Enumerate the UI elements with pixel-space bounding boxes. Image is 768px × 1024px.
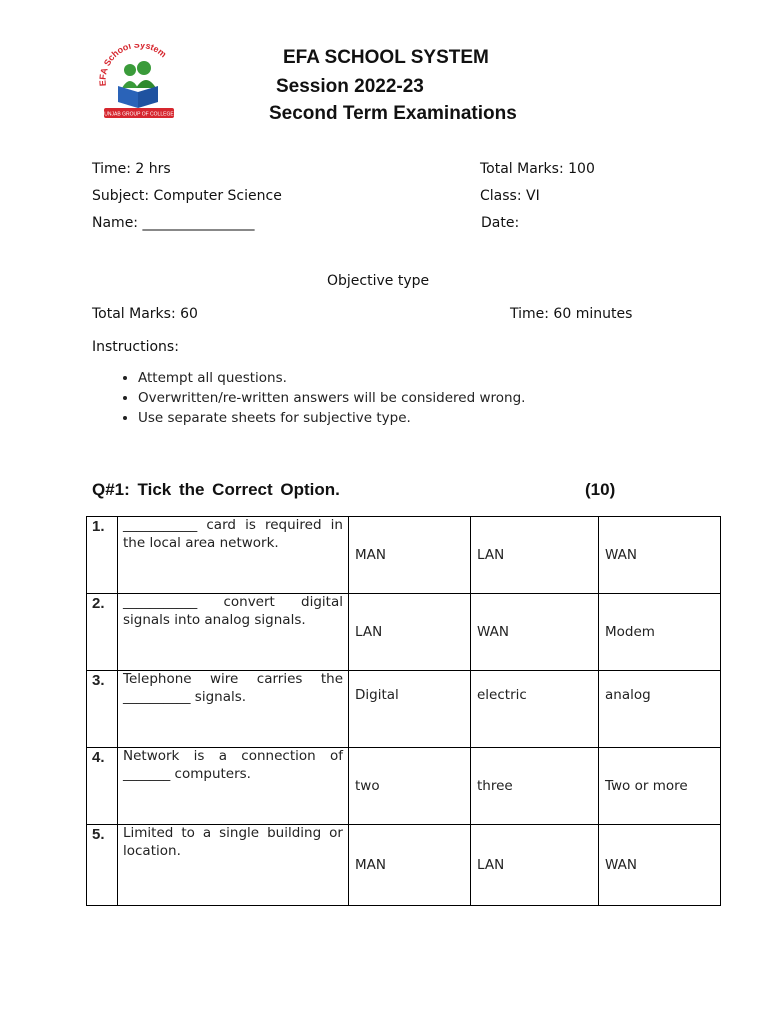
mcq-table <box>86 516 721 906</box>
question-stem: ___________ convert digital signals into analog signals. <box>118 594 349 671</box>
school-name: EFA SCHOOL SYSTEM <box>283 47 489 68</box>
instruction-item: • Attempt all questions. <box>138 370 525 386</box>
question-number: 5. <box>87 825 118 906</box>
option-c[interactable]: WAN <box>599 825 721 906</box>
table-row <box>87 748 721 825</box>
option-a[interactable]: MAN <box>349 517 471 594</box>
total-marks-label: Total Marks: 100 <box>480 161 595 177</box>
class-label: Class: VI <box>480 188 540 204</box>
objective-total-marks: Total Marks: 60 <box>92 306 198 322</box>
question-number: 1. <box>87 517 118 594</box>
option-a[interactable]: MAN <box>349 825 471 906</box>
question-stem: Limited to a single building or location. <box>118 825 349 906</box>
option-b[interactable]: LAN <box>471 825 599 906</box>
question-stem: Network is a connection of _______ computers. <box>118 748 349 825</box>
option-b[interactable]: LAN <box>471 517 599 594</box>
question-number: 3. <box>87 671 118 748</box>
name-field: Name: ________________ <box>92 215 255 231</box>
instructions-label: Instructions: <box>92 339 179 355</box>
objective-title: Objective type <box>327 273 430 289</box>
term-title: Second Term Examinations <box>269 103 517 124</box>
logo-ribbon-text: PUNJAB GROUP OF COLLEGES <box>100 111 178 118</box>
question-stem: Telephone wire carries the __________ signals. <box>118 671 349 748</box>
option-c[interactable]: Two or more <box>599 748 721 825</box>
option-b[interactable]: three <box>471 748 599 825</box>
objective-time: Time: 60 minutes <box>510 306 633 322</box>
question-stem: ___________ card is required in the local area network. <box>118 517 349 594</box>
date-label: Date: <box>481 215 520 231</box>
logo-arc-text: EFA School System <box>97 44 169 87</box>
question-number: 4. <box>87 748 118 825</box>
question-title: Q#1: Tick the Correct Option. <box>92 480 340 499</box>
time-label: Time: 2 hrs <box>92 161 171 177</box>
subject-label: Subject: Computer Science <box>92 188 282 204</box>
option-a[interactable]: two <box>349 748 471 825</box>
option-c[interactable]: WAN <box>599 517 721 594</box>
option-b[interactable]: WAN <box>471 594 599 671</box>
instructions-list <box>112 370 525 430</box>
table-row <box>87 671 721 748</box>
option-a[interactable]: Digital <box>349 671 471 748</box>
logo-graphic <box>94 44 184 124</box>
session-title: Session 2022-23 <box>276 76 424 97</box>
table-row <box>87 517 721 594</box>
question-marks: (10) <box>585 480 616 499</box>
table-row <box>87 825 721 906</box>
option-c[interactable]: Modem <box>599 594 721 671</box>
option-b[interactable]: electric <box>471 671 599 748</box>
table-row <box>87 594 721 671</box>
option-a[interactable]: LAN <box>349 594 471 671</box>
instruction-item: • Overwritten/re-written answers will be considered wrong. <box>138 390 525 406</box>
instruction-item: • Use separate sheets for subjective type. <box>138 410 525 426</box>
question-number: 2. <box>87 594 118 671</box>
school-logo <box>94 44 184 124</box>
option-c[interactable]: analog <box>599 671 721 748</box>
